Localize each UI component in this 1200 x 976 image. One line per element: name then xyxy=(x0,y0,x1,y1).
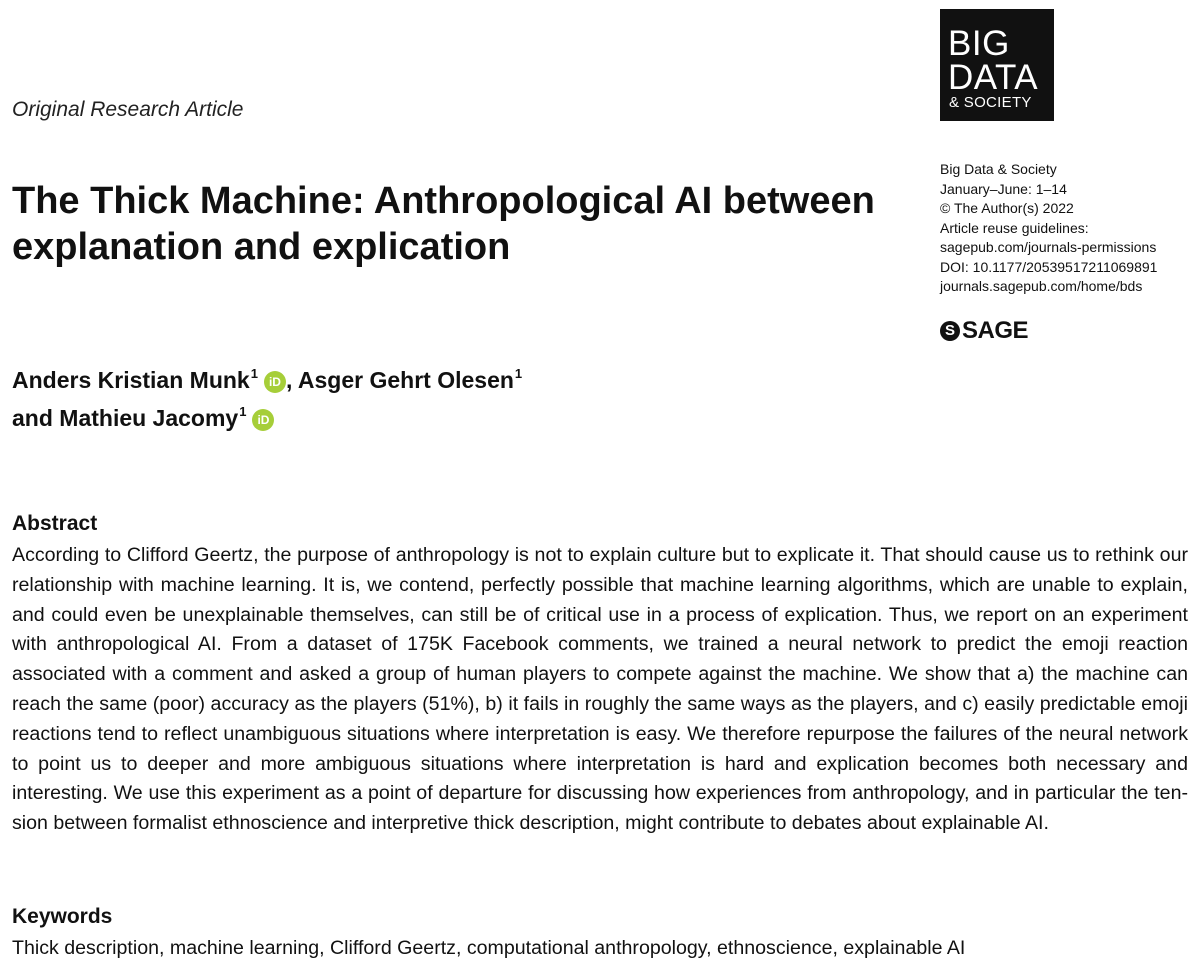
author-list xyxy=(12,358,522,434)
abstract-heading: Abstract xyxy=(12,512,98,535)
abstract-text: According to Clifford Geertz, the purpose of anthropology is not to explain culture but to explicate it. That should cause us to rethink our relationship with machine learning. It is, we contend, perfectly possible that machine learning algorithms, which are unable to explain, and could even be unexplainable themselves, can still be of critical use in a process of explication. Thus, we report on an experiment with anthropological AI. From a dataset of 175K Facebook comments, we trained a neural network to predict the emoji reaction associated with a comment and asked a group of human players to compete against the machine. We show that a) the machine can reach the same (poor) accuracy as the players (51%), b) it fails in roughly the same ways as the players, and c) easily predictable emoji reactions tend to reflect unambiguous situations where interpretation is easy. We therefore repurpose the failures of the neural network to point us to deeper and more ambiguous situations where interpretation is hard and explication becomes both necessary and interesting. We use this experiment as a point of departure for discussing how experiences from anthropology, and in particular the tension between formalist ethnoscience and interpretive thick description, might contribute to debates about explainable AI. xyxy=(12,544,1188,835)
author-name: Mathieu Jacomy xyxy=(59,405,239,431)
author-name: Anders Kristian Munk xyxy=(12,367,250,393)
affiliation-marker: 1 xyxy=(250,366,258,381)
publisher-name: SAGE xyxy=(962,317,1029,344)
author-separator: , xyxy=(285,367,298,393)
reuse-label: Article reuse guidelines: xyxy=(940,219,1089,236)
reuse-link[interactable]: sagepub.com/journals-permissions xyxy=(940,239,1157,255)
journal-logo xyxy=(940,9,1054,121)
affiliation-marker: 1 xyxy=(239,404,247,419)
author-line-2 xyxy=(12,396,522,434)
orcid-icon[interactable]: iD xyxy=(264,371,286,393)
journal-logo-line-1: BIG xyxy=(948,24,1010,63)
publisher-logo xyxy=(940,318,1028,344)
journal-issue: January–June: 1–14 xyxy=(940,180,1067,197)
keywords-heading: Keywords xyxy=(12,905,113,928)
journal-meta xyxy=(940,160,1157,297)
article-type: Original Research Article xyxy=(12,98,244,121)
journal-logo-line-2: DATA xyxy=(948,58,1039,97)
orcid-icon[interactable]: iD xyxy=(252,409,274,431)
copyright-notice: © The Author(s) 2022 xyxy=(940,200,1074,216)
keywords-text: Thick description, machine learning, Clifford Geertz, computational anthropology, ethnoscience, explainable AI xyxy=(12,937,966,959)
author-line-1 xyxy=(12,358,522,396)
affiliation-marker: 1 xyxy=(514,366,523,381)
journal-homepage-link[interactable]: journals.sagepub.com/home/bds xyxy=(940,278,1143,294)
author-conjunction: and xyxy=(12,405,60,431)
author-name: Asger Gehrt Olesen xyxy=(297,367,514,393)
doi-link[interactable]: DOI: 10.1177/20539517211069891 xyxy=(940,258,1158,275)
journal-name: Big Data & Society xyxy=(940,161,1057,177)
sage-mark-icon: S xyxy=(940,321,960,341)
article-title: The Thick Machine: Anthropological AI between explanation and explication xyxy=(12,180,875,268)
journal-logo-line-3: & SOCIETY xyxy=(949,94,1032,111)
